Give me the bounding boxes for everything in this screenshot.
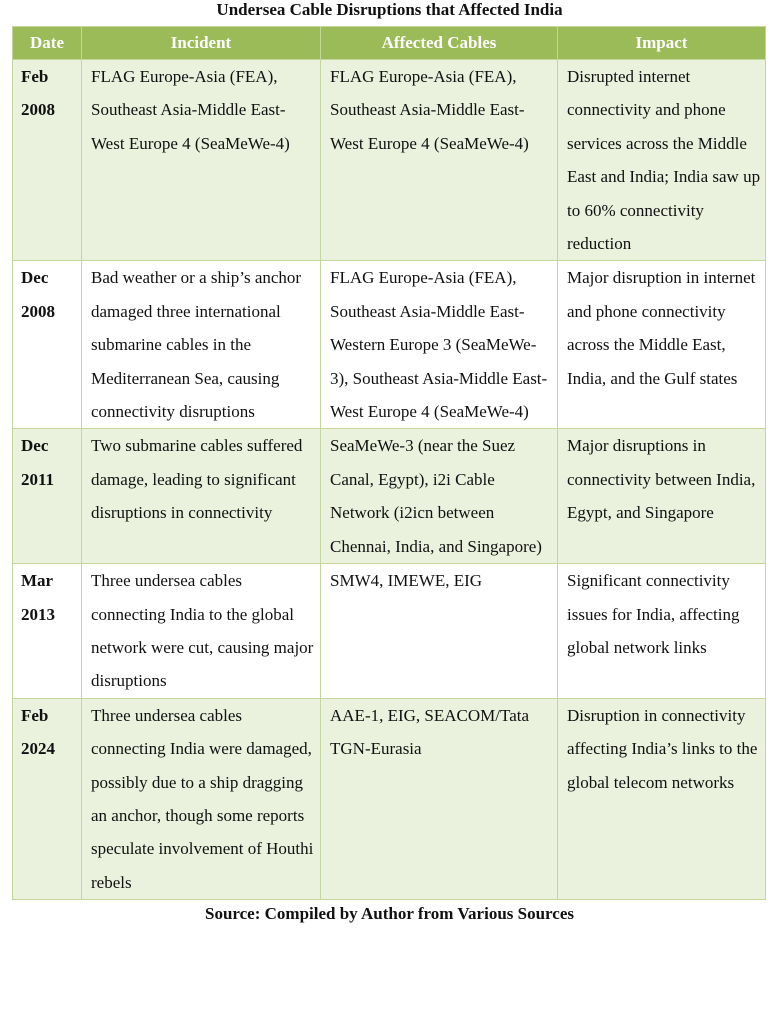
table-row [13, 429, 766, 564]
header-incident: Incident [82, 27, 321, 60]
header-row [13, 27, 766, 60]
affected-cables-cell: FLAG Europe-Asia (FEA), Southeast Asia-Middle East-Western Europe 3 (SeaMeWe-3), Southeast Asia-Middle East-West Europe 4 (SeaMeWe-4) [321, 261, 558, 429]
impact-cell: Significant connectivity issues for India, affecting global network links [558, 564, 766, 699]
affected-cables-cell: FLAG Europe-Asia (FEA), Southeast Asia-Middle East-West Europe 4 (SeaMeWe-4) [321, 60, 558, 261]
date-year: 2008 [21, 100, 55, 120]
table-row [13, 698, 766, 899]
date-month: Feb [21, 705, 49, 725]
header-date: Date [13, 27, 82, 60]
table-row [13, 261, 766, 429]
table-row [13, 564, 766, 699]
header-impact: Impact [558, 27, 766, 60]
date-cell [13, 429, 82, 564]
date-year: 2013 [21, 604, 55, 624]
date-year: 2011 [21, 469, 55, 489]
date-cell [13, 698, 82, 899]
affected-cables-cell: SeaMeWe-3 (near the Suez Canal, Egypt), i2i Cable Network (i2icn between Chennai, India, and Singapore) [321, 429, 558, 564]
incident-cell: Two submarine cables suffered damage, leading to significant disruptions in connectivity [82, 429, 321, 564]
date-month: Dec [21, 436, 49, 456]
date-month: Feb [21, 67, 49, 86]
impact-cell: Major disruption in internet and phone connectivity across the Middle East, India, and the Gulf states [558, 261, 766, 429]
impact-cell: Disruption in connectivity affecting India’s links to the global telecom networks [558, 698, 766, 899]
date-year: 2024 [21, 739, 55, 759]
impact-cell: Major disruptions in connectivity between India, Egypt, and Singapore [558, 429, 766, 564]
date-cell [13, 261, 82, 429]
incident-cell: FLAG Europe-Asia (FEA), Southeast Asia-Middle East-West Europe 4 (SeaMeWe-4) [82, 60, 321, 261]
impact-cell: Disrupted internet connectivity and phone services across the Middle East and India; India saw up to 60% connectivity reduction [558, 60, 766, 261]
date-month: Mar [21, 571, 54, 591]
incident-cell: Three undersea cables connecting India were damaged, possibly due to a ship dragging an anchor, though some reports speculate involvement of Houthi rebels [82, 698, 321, 899]
header-affected-cables: Affected Cables [321, 27, 558, 60]
date-cell [13, 60, 82, 261]
date-cell [13, 564, 82, 699]
incident-cell: Three undersea cables connecting India to the global network were cut, causing major disruptions [82, 564, 321, 699]
date-year: 2008 [21, 301, 55, 321]
affected-cables-cell: AAE-1, EIG, SEACOM/Tata TGN-Eurasia [321, 698, 558, 899]
table-title: Undersea Cable Disruptions that Affected India [216, 0, 563, 19]
incident-cell: Bad weather or a ship’s anchor damaged three international submarine cables in the Mediterranean Sea, causing connectivity disruptions [82, 261, 321, 429]
table-row [13, 60, 766, 261]
date-month: Dec [21, 268, 49, 288]
affected-cables-cell: SMW4, IMEWE, EIG [321, 564, 558, 699]
source-note: Source: Compiled by Author from Various Sources [204, 904, 574, 924]
cable-disruptions-table [12, 26, 766, 900]
